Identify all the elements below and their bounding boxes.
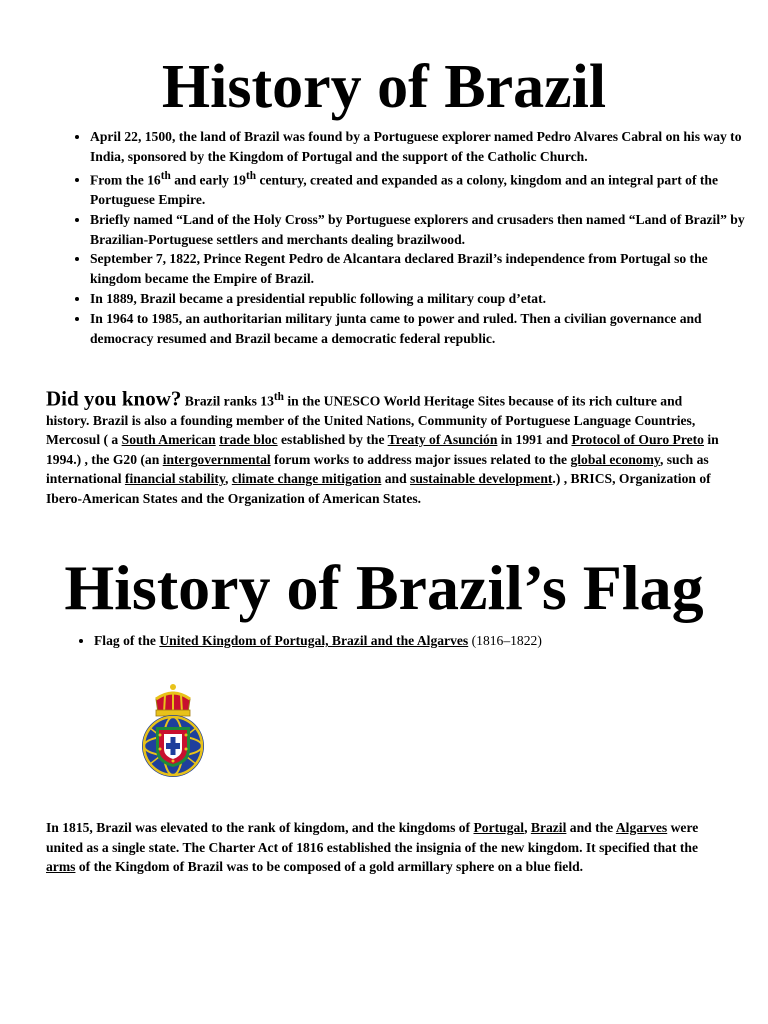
paragraph-text: forum works to address major issues related to the — [270, 451, 571, 467]
portuguese-shield-icon — [156, 727, 190, 767]
flag-section-title: History of Brazil’s Flag — [64, 552, 704, 623]
page-title: History of Brazil — [161, 53, 607, 121]
list-item: • In 1889, Brazil became a presidential republic following a military coup d’etat. — [90, 289, 760, 309]
link-protocol-of-ouro-preto[interactable]: Protocol of Ouro Preto — [571, 432, 704, 448]
link-south-american[interactable]: South American — [121, 432, 216, 448]
link-trade-bloc[interactable]: trade bloc — [219, 432, 278, 448]
paragraph-text: in the UNESCO World Heritage Sites because of its rich culture and history. Brazil is also a founding member of the United Nations, Community of Portuguese Language Countries, Mercosul ( a — [46, 393, 696, 448]
list-item: • April 22, 1500, the land of Brazil was found by a Portuguese explorer named Pedro Alvares Cabral on his way to India, sponsored by the Kingdom of Portugal and the support of the Catholic Church. — [90, 127, 760, 167]
link-global-economy[interactable]: global economy — [570, 451, 660, 467]
list-item-text: Flag of the — [94, 633, 160, 648]
paragraph-text: were united as a single state. The Charter Act of 1816 established the insignia of the new kingdom. It specified that the — [46, 820, 699, 855]
link-financial-stability[interactable]: financial stability — [124, 471, 226, 487]
paragraph-text: and the — [566, 820, 616, 835]
list-item — [94, 631, 754, 651]
coat-of-arms-emblem — [136, 683, 210, 783]
list-item — [90, 167, 760, 210]
link-arms[interactable]: arms — [46, 859, 76, 875]
list-item-text: century, created and expanded as a colony, kingdom and an integral part of the Portuguese Empire. — [90, 172, 719, 207]
link-intergovernmental[interactable]: intergovernmental — [162, 451, 271, 467]
link-climate-change-mitigation[interactable]: climate change mitigation — [231, 471, 382, 487]
superscript: th — [160, 169, 171, 182]
paragraph-text: established by the — [277, 432, 388, 448]
link-brazil[interactable]: Brazil — [530, 820, 567, 835]
paragraph-text: and — [381, 471, 411, 487]
crown-icon — [156, 684, 190, 716]
link-sustainable-development[interactable]: sustainable development — [410, 471, 553, 487]
list-item-years: (1816–1822) — [468, 633, 542, 648]
link-algarves[interactable]: Algarves — [615, 820, 668, 835]
flag-bullet-list — [66, 631, 754, 651]
paragraph-text: in 1991 and — [497, 432, 572, 448]
list-item: • September 7, 1822, Prince Regent Pedro de Alcantara declared Brazil’s independence from Portugal so the kingdom became the Empire of Brazil. — [90, 249, 760, 289]
link-treaty-of-asuncion[interactable]: Treaty of Asunción — [387, 432, 498, 448]
paragraph-text: , such as international — [46, 451, 709, 487]
list-item: • In 1964 to 1985, an authoritarian military junta came to power and ruled. Then a civilian governance and democracy resumed and Brazil became a democratic federal republic. — [90, 309, 760, 349]
paragraph-text: in 1994.) , the G20 (an — [46, 432, 719, 467]
paragraph-text: .) , BRICS, Organization of Ibero-American States and the Organization of American States. — [46, 471, 711, 506]
list-item: • Briefly named “Land of the Holy Cross” by Portuguese explorers and crusaders then named “Land of Brazil” by Brazilian-Portuguese settlers and merchants dealing brazilwood. — [90, 210, 760, 250]
superscript: th — [245, 169, 257, 182]
paragraph-text: Brazil ranks 13 — [181, 393, 274, 409]
paragraph-text: of the Kingdom of Brazil was to be composed of a gold armillary sphere on a blue field. — [75, 859, 584, 875]
history-bullet-list — [60, 127, 760, 348]
link-united-kingdom-portugal-brazil-algarves[interactable]: United Kingdom of Portugal, Brazil and the Algarves — [159, 633, 469, 648]
did-you-know-paragraph — [46, 388, 726, 508]
list-item-text: and early 19 — [170, 172, 246, 188]
kingdom-paragraph — [46, 818, 726, 877]
paragraph-text: , — [225, 471, 232, 487]
superscript: th — [273, 391, 284, 403]
did-you-know-heading: Did you know? — [46, 386, 182, 411]
link-portugal[interactable]: Portugal — [473, 820, 525, 835]
paragraph-text: , — [524, 820, 531, 835]
list-item-text: From the 16 — [90, 172, 161, 188]
paragraph-text: In 1815, Brazil was elevated to the rank of kingdom, and the kingdoms of — [46, 820, 474, 835]
